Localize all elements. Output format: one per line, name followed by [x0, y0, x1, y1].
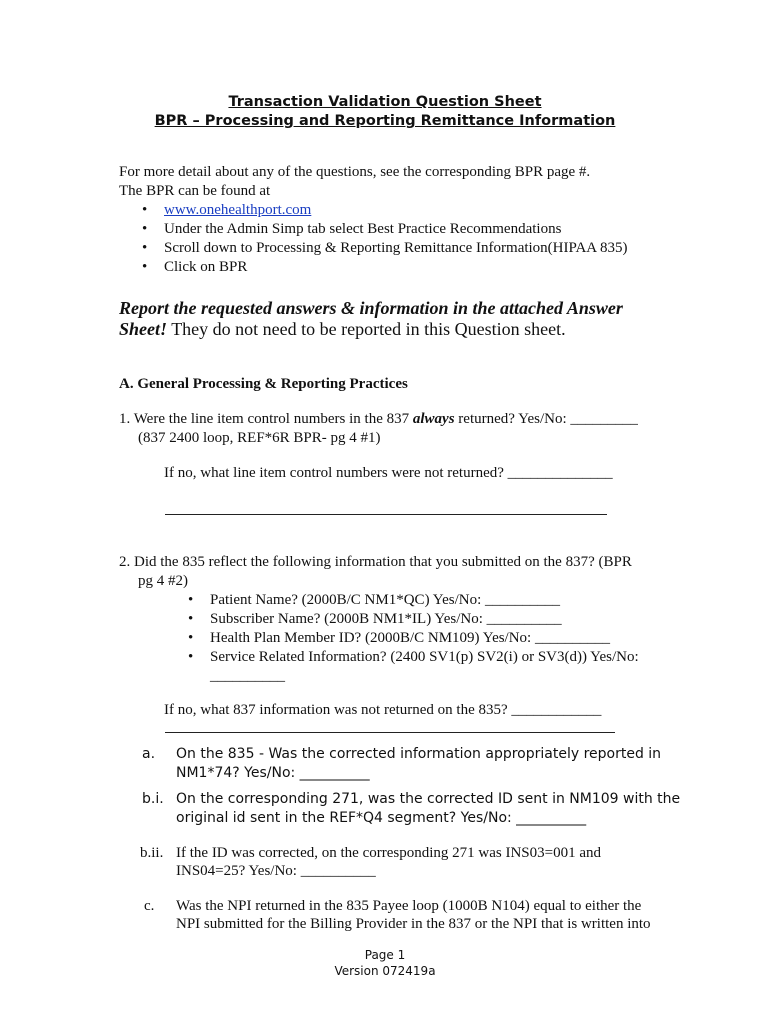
sub-question-c-line-1: Was the NPI returned in the 835 Payee loop (1000B N104) equal to either the [176, 898, 642, 914]
bullet-icon: • [142, 240, 148, 256]
question-2-bullet-text: Health Plan Member ID? (2000B/C NM109) Yes/No: __________ [210, 630, 610, 646]
page-number: Page 1 [364, 948, 406, 962]
onehealthport-link[interactable]: www.onehealthport.com [164, 202, 312, 218]
question-1-reference: (837 2400 loop, REF*6R BPR- pg 4 #1) [138, 430, 381, 446]
question-2-bullet [188, 629, 610, 648]
section-heading: A. General Processing & Reporting Practices [119, 376, 408, 392]
intro-bullet-item [142, 258, 248, 277]
report-rest: They do not need to be reported in this Question sheet. [167, 319, 566, 339]
question-1-followup: If no, what line item control numbers were not returned? ______________ [164, 465, 613, 481]
sub-question-bi-line-1: On the corresponding 271, was the corrected ID sent in NM109 with the [176, 791, 681, 807]
question-2-bullet [188, 648, 639, 667]
question-2-followup: If no, what 837 information was not returned on the 835? ____________ [164, 702, 602, 718]
sub-question-a-line-2: NM1*74? Yes/No: __________ [176, 765, 370, 781]
question-2-bullet-text: Service Related Information? (2400 SV1(p) SV2(i) or SV3(d)) Yes/No: [210, 649, 639, 665]
question-2-bullet-text: Patient Name? (2000B/C NM1*QC) Yes/No: __________ [210, 592, 560, 608]
question-1 [119, 410, 638, 429]
answer-line [165, 732, 615, 733]
sub-question-marker-bii: b.ii. [140, 845, 164, 861]
bullet-icon: • [142, 259, 148, 275]
sub-question-a-line-1: On the 835 - Was the corrected information appropriately reported in [176, 746, 662, 762]
sub-question-c-line-2: NPI submitted for the Billing Provider in the 837 or the NPI that is written into [176, 916, 651, 932]
sub-question-bi-line-2: original id sent in the REF*Q4 segment? Yes/No: __________ [176, 810, 587, 826]
sub-question-bii-line-1: If the ID was corrected, on the corresponding 271 was INS03=001 and [176, 845, 602, 861]
intro-line-2: The BPR can be found at [119, 183, 271, 199]
intro-bullet-item [142, 220, 562, 239]
question-2-blank: __________ [210, 668, 285, 684]
intro-bullet-text: Click on BPR [164, 259, 248, 275]
bullet-icon: • [188, 592, 194, 608]
question-2: 2. Did the 835 reflect the following information that you submitted on the 837? (BPR [119, 554, 632, 570]
sub-question-marker-a: a. [142, 746, 156, 762]
question-1-emphasis: always [412, 411, 455, 427]
intro-bullet-text: Under the Admin Simp tab select Best Practice Recommendations [164, 221, 562, 237]
question-2-bullet-text: Subscriber Name? (2000B NM1*IL) Yes/No: __________ [210, 611, 562, 627]
bullet-icon: • [188, 630, 194, 646]
question-1-answer: returned? Yes/No: _________ [454, 411, 638, 427]
question-1-text: 1. Were the line item control numbers in the 837 [119, 411, 413, 427]
version-label: Version 072419a [334, 964, 436, 978]
sub-question-marker-c: c. [144, 898, 155, 914]
sub-question-marker-bi: b.i. [142, 791, 164, 807]
document-title: Transaction Validation Question Sheet [228, 94, 542, 110]
report-emphasis: Sheet! [119, 319, 168, 339]
question-2-bullet [188, 591, 560, 610]
question-2-bullet [188, 610, 562, 629]
sub-question-bii-line-2: INS04=25? Yes/No: __________ [176, 863, 376, 879]
intro-bullet-link [142, 201, 312, 220]
answer-line [165, 514, 607, 515]
report-instruction-line-2 [119, 319, 566, 340]
intro-line-1: For more detail about any of the questions, see the corresponding BPR page #. [119, 164, 591, 180]
bullet-icon: • [142, 202, 148, 218]
question-2-reference: pg 4 #2) [138, 573, 188, 589]
bullet-icon: • [188, 649, 194, 665]
intro-bullet-text: Scroll down to Processing & Reporting Remittance Information(HIPAA 835) [164, 240, 628, 256]
report-instruction-line-1: Report the requested answers & information in the attached Answer [119, 298, 623, 318]
intro-bullet-item [142, 239, 628, 258]
bullet-icon: • [142, 221, 148, 237]
document-subtitle: BPR – Processing and Reporting Remittance Information [154, 113, 616, 129]
bullet-icon: • [188, 611, 194, 627]
